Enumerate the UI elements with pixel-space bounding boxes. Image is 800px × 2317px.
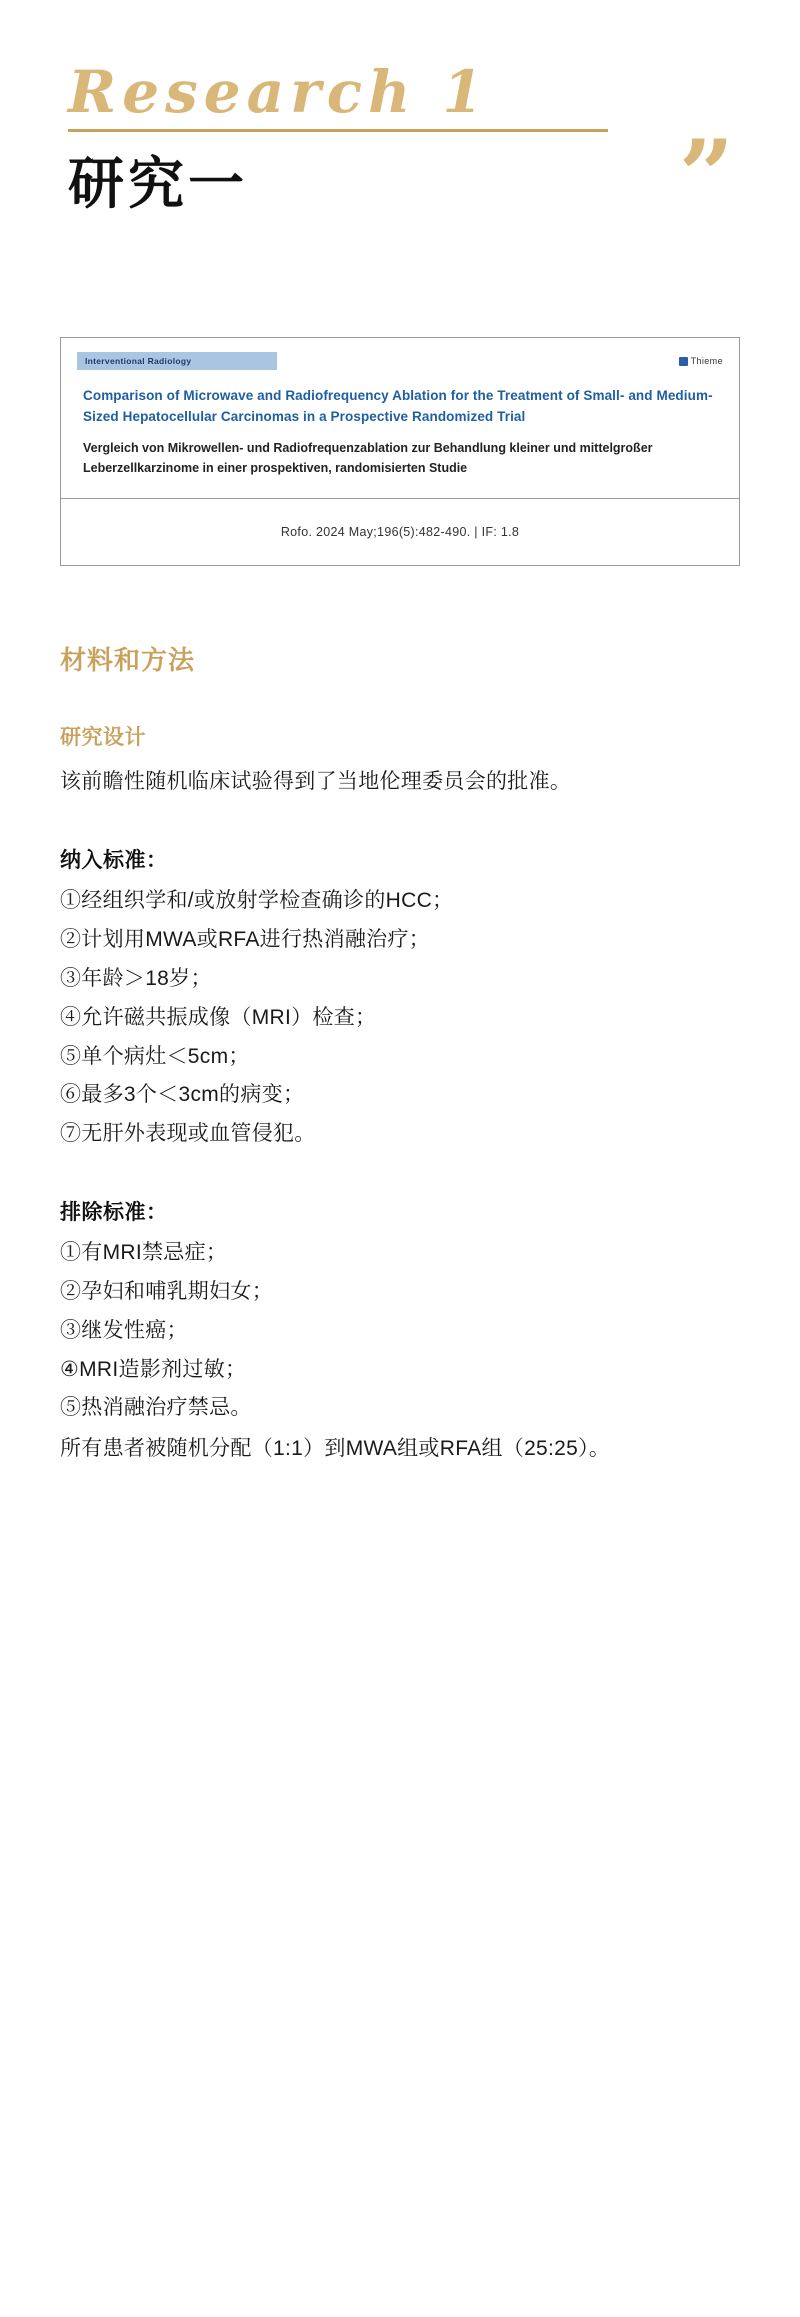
randomization-note: 所有患者被随机分配（1:1）到MWA组或RFA组（25:25）。 [60, 1437, 611, 1461]
list-item: ④允许磁共振成像（MRI）检查； [60, 1005, 377, 1029]
list-item: ⑦无肝外表现或血管侵犯。 [60, 1122, 316, 1146]
publisher-name: Thieme [690, 356, 723, 367]
list-item: ③继发性癌； [60, 1318, 188, 1342]
list-item: ③年龄＞18岁； [60, 966, 212, 990]
gold-divider [68, 129, 608, 132]
inclusion-criteria-list [60, 882, 740, 1154]
quote-mark-icon: ” [678, 119, 730, 232]
study-design-text: 该前瞻性随机临床试验得到了当地伦理委员会的批准。 [60, 770, 572, 794]
page-title: 研究一 [68, 150, 248, 217]
article-card-body [61, 370, 739, 499]
thieme-mark-icon [679, 357, 688, 366]
journal-section-tag: Interventional Radiology [77, 352, 277, 370]
page-header [60, 0, 740, 232]
exclusion-criteria-list [60, 1234, 740, 1428]
list-item: ⑤单个病灶＜5cm； [60, 1044, 250, 1068]
subsection-title-study-design: 研究设计 [60, 726, 146, 750]
exclusion-criteria-heading: 排除标准： [60, 1201, 168, 1225]
article-card-topbar [77, 352, 723, 370]
publisher-logo [679, 356, 723, 366]
list-item: ①有MRI禁忌症； [60, 1241, 228, 1265]
list-item: ②计划用MWA或RFA进行热消融治疗； [60, 928, 431, 952]
list-item: ④MRI造影剂过敏； [60, 1357, 247, 1381]
content-section [60, 640, 740, 1469]
bottom-spacer [60, 1469, 740, 1509]
inclusion-criteria-heading: 纳入标准： [60, 849, 168, 873]
article-card-top [61, 338, 739, 370]
list-item: ①经组织学和/或放射学检查确诊的HCC； [60, 889, 454, 913]
article-card [60, 337, 740, 566]
article-citation: Rofo. 2024 May;196(5):482-490. | IF: 1.8 [280, 525, 520, 540]
article-title-de: Vergleich von Mikrowellen- und Radiofrequenzablation zur Behandlung kleiner und mittelgroßer Leberzellkarzinome in einer prospektiven, randomisierten Studie [83, 441, 653, 476]
list-item: ⑥最多3个＜3cm的病变； [60, 1083, 305, 1107]
list-item: ⑤热消融治疗禁忌。 [60, 1396, 252, 1420]
list-item: ②孕妇和哺乳期妇女； [60, 1279, 273, 1303]
research-script-title: Research 1 [68, 58, 489, 126]
article-title-en: Comparison of Microwave and Radiofrequency Ablation for the Treatment of Small- and Medium-Sized Hepatocellular Carcinomas in a Prospective Randomized Trial [83, 388, 713, 425]
section-title-materials-methods: 材料和方法 [60, 645, 196, 676]
